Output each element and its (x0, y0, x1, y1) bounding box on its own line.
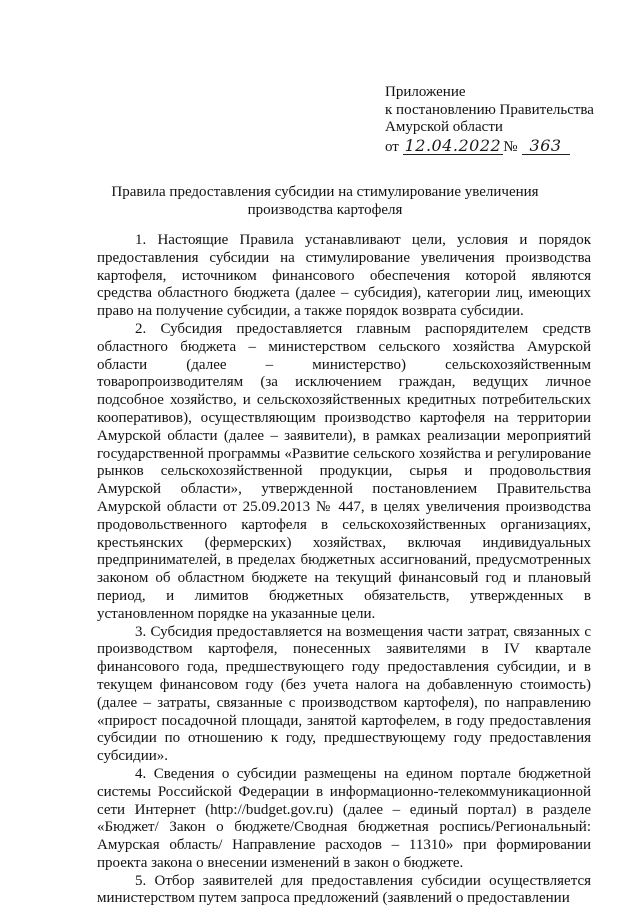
title-line-2: производства картофеля (247, 202, 403, 218)
handwritten-date: 12.04.2022 (404, 135, 502, 155)
appendix-from-prefix: от (385, 138, 399, 155)
appendix-heading: Приложение (385, 84, 466, 100)
appendix-block (385, 84, 625, 156)
appendix-date-number-line (385, 137, 625, 157)
paragraph-2: 2. Субсидия предоставляется главным распорядителем средств областного бюджета – министерством сельского хозяйства Амурской области (далее – министерство) сельскохозяйственным товаропроизводителям (за исключением граждан, ведущих личное подсобное хозяйство, и сельскохозяйственных кредитных потребительских кооперативов), осуществляющим производство картофеля на территории Амурской области (далее – заявители), в рамках реализации мероприятий государственной программы «Развитие сельского хозяйства и регулирование рынков сельскохозяйственной продукции, сырья и продовольствия Амурской области», утвержденной постановлением Правительства Амурской области от 25.09.2013 № 447, в целях увеличения производства продовольственного картофеля в сельскохозяйственных организациях, крестьянских (фермерских) хозяйствах, включая индивидуальных предпринимателей, в пределах бюджетных ассигнований, предусмотренных законом об областном бюджете на текущий финансовый год и плановый период, и лимитов бюджетных обязательств, утвержденных в установленном порядке на указанные цели. (97, 320, 591, 622)
paragraph-1: 1. Настоящие Правила устанавливают цели, условия и порядок предоставления субсидии на стимулирование увеличения производства картофеля, источником финансового обеспечения которой являются средства областного бюджета (далее – субсидия), категории лиц, имеющих право на получение субсидии, а также порядок возврата субсидии. (97, 232, 591, 320)
document-title (95, 183, 555, 219)
appendix-resolution-ref: к постановлению Правительства (385, 101, 594, 118)
paragraph-3: 3. Субсидия предоставляется на возмещения части затрат, связанных с производством картофеля, понесенных заявителями в IV квартале финансового года, предшествующего году предоставления субсидии, и в текущем финансовом году (без учета налога на добавленную стоимость) (далее – затраты, связанные с производством картофеля), по направлению «прирост посадочной площади, занятой картофелем, в году предоставления субсидии по отношению к году, предшествующему году предоставления субсидии». (97, 623, 591, 765)
paragraph-4: 4. Сведения о субсидии размещены на едином портале бюджетной системы Российской Федерации в информационно-телекоммуникационной сети Интернет (http://budget.gov.ru) (далее – единый портал) в разделе «Бюджет/ Закон о бюджете/Сводная бюджетная роспись/Региональный: Амурская область/ Направление расходов – 11310» при формировании проекта закона о внесении изменений в закон о бюджете. (97, 765, 591, 871)
appendix-region: Амурской области (385, 119, 503, 135)
paragraph-5: 5. Отбор заявителей для предоставления субсидии осуществляется министерством путем запроса предложений (заявлений о предоставлении (97, 872, 591, 907)
document-body (97, 232, 591, 908)
title-line-1: Правила предоставления субсидии на стимулирование увеличения (111, 184, 539, 200)
appendix-number-sign: № (503, 138, 518, 155)
handwritten-number: 363 (522, 137, 570, 156)
